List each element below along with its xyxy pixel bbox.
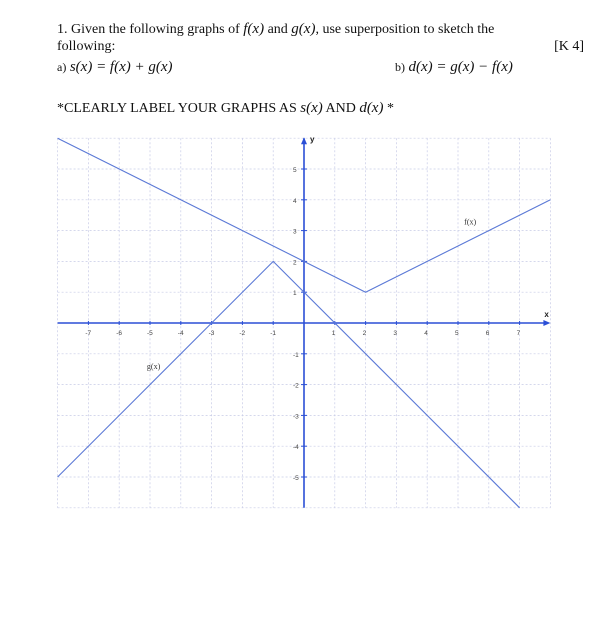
x-tick-label: -1 (270, 330, 276, 337)
y-tick-label: 5 (293, 167, 297, 174)
y-tick-label: -4 (293, 444, 299, 452)
x-tick-label: 7 (516, 330, 521, 337)
series-label-gx: g(x) (146, 362, 161, 372)
x-tick-label: -4 (177, 330, 184, 337)
d-symbol: d(x) (359, 100, 384, 116)
instruction-prefix: *CLEARLY LABEL YOUR GRAPHS AS (57, 101, 301, 116)
part-a-expression: s(x) = f(x) + g(x) (69, 59, 173, 75)
x-tick-label: -2 (239, 330, 246, 337)
question-line-2: following: (57, 39, 116, 54)
y-tick-label: 3 (293, 228, 297, 236)
x-tick-label: 4 (424, 330, 428, 337)
marks-label: [K 4] (554, 39, 584, 54)
x-tick-label: 2 (362, 330, 367, 337)
y-tick-label: -2 (293, 382, 299, 390)
s-symbol: s(x) (300, 100, 323, 116)
f-symbol: f(x) (243, 21, 265, 37)
y-axis-label: y (310, 135, 315, 145)
x-tick-label: 6 (485, 330, 490, 337)
x-tick-label: 3 (393, 330, 398, 337)
x-axis-arrow (543, 320, 550, 326)
x-tick-label: -5 (147, 330, 153, 337)
y-tick-label: 2 (293, 259, 297, 267)
part-b-expression: d(x) = g(x) − f(x) (408, 59, 513, 75)
y-tick-label: 1 (293, 290, 297, 298)
part-a-label: a) (57, 60, 67, 74)
instruction-and: AND (325, 101, 356, 116)
part-b-label: b) (395, 60, 405, 74)
y-tick-label: 4 (293, 197, 297, 205)
x-tick-label: 5 (455, 330, 459, 337)
series-label-fx: f(x) (464, 217, 477, 227)
x-tick-label: 1 (331, 330, 336, 337)
y-tick-label: -3 (293, 413, 299, 421)
and-word: and (267, 22, 288, 37)
x-tick-label: -7 (85, 330, 92, 337)
question-intro: 1. Given the following graphs of (57, 22, 244, 37)
question-suffix: , use superposition to sketch the (315, 22, 495, 37)
x-tick-label: -6 (116, 330, 122, 337)
y-tick-label: -5 (293, 475, 299, 482)
g-symbol: g(x) (291, 21, 316, 37)
instruction-suffix: * (386, 101, 394, 116)
x-axis-label: x (544, 310, 549, 319)
y-tick-label: -1 (293, 351, 299, 359)
x-tick-label: -3 (208, 330, 215, 337)
